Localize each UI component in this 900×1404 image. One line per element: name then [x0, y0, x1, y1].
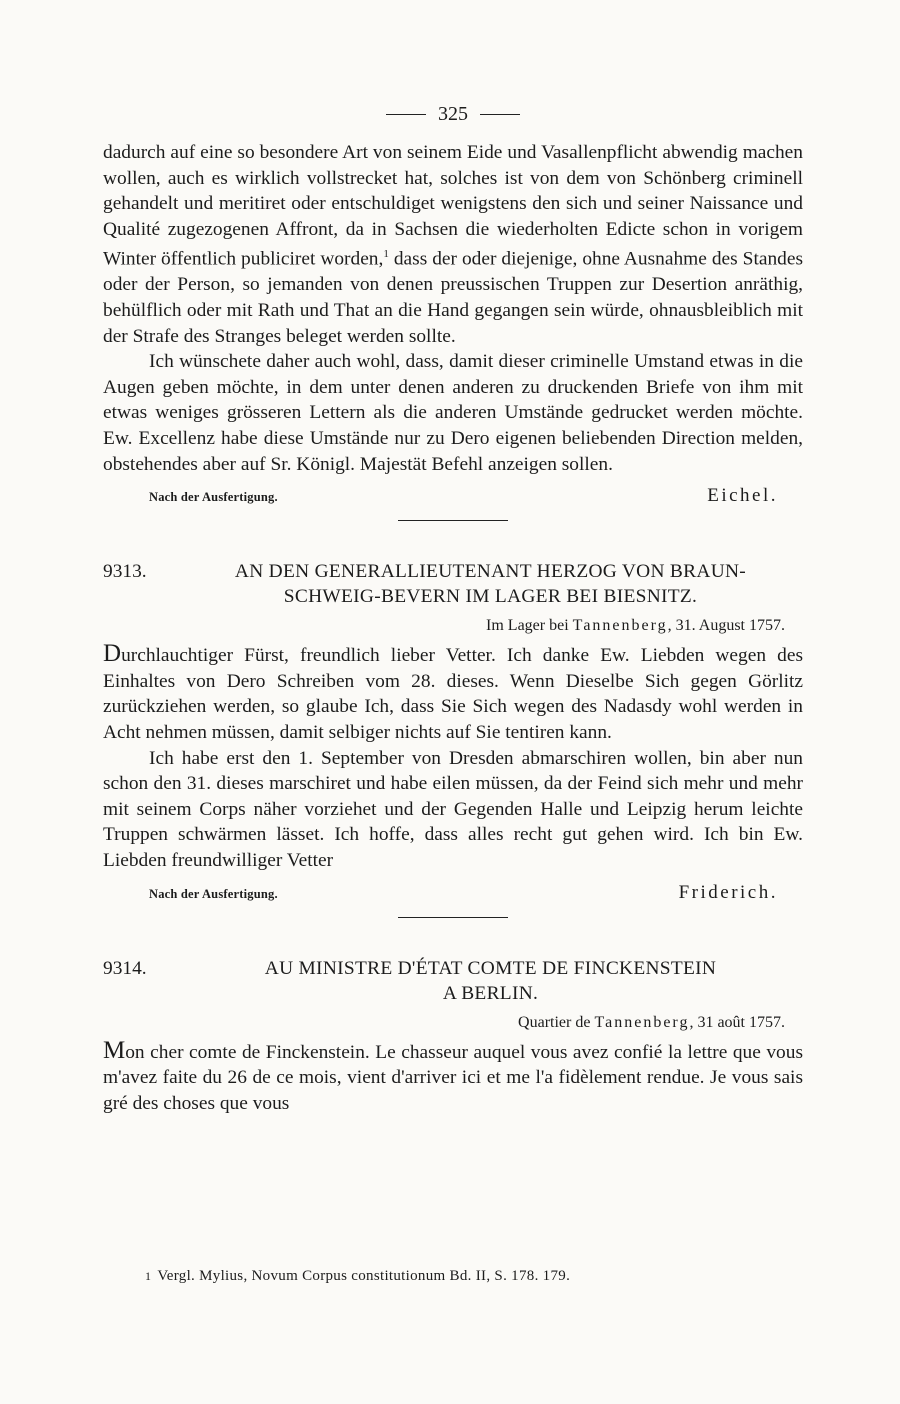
title-line: SCHWEIG-BEVERN IM LAGER BEI BIESNITZ.	[283, 586, 698, 608]
footnote-text: Vergl. Mylius, Novum Corpus constitutionum Bd. II, S. 178. 179.	[157, 1268, 571, 1284]
page-number: 325	[438, 102, 468, 125]
document-title	[178, 559, 803, 609]
letter-paragraph-1	[103, 1038, 803, 1117]
continuation-paragraph-2: Ich wünschete daher auch wohl, dass, damit dieser criminelle Umstand etwas in die Augen geben möchte, in dem unter denen anderen zu druckenden Briefe von ihm mit etwas weniges grösseren Lettern als die anderen Umstände gedrucket werden möchte. Ew. Excellenz habe diese Umstände nur zu Dero eigenen beliebenden Direction melden, obstehendes aber auf Sr. Königl. Majestät Befehl anzeigen sollen.	[103, 351, 803, 475]
initial-letter: D	[103, 640, 122, 668]
page-header	[103, 98, 803, 130]
dateline-date: , 31. August 1757.	[667, 617, 785, 635]
dateline-prefix: Quartier de	[518, 1013, 595, 1031]
header-dash-left	[386, 114, 426, 115]
paragraph-text: dadurch auf eine so besondere Art von seinem Eide und Vasallenpflicht abwendig machen wollen, auch es wirklich vollstrecket hat, solches ist von dem von Schönberg criminell gehandelt und meritiret oder entschuldiget wenigstens den sich und seiner Naissance und Qualité zugezogenen Affront, da in Sachsen die wiederholten Edicte schon in vorigem Winter öffentlich publiciret worden,	[103, 142, 803, 270]
dateline-prefix: Im Lager bei	[486, 617, 573, 635]
title-line: AU MINISTRE D'ÉTAT COMTE DE FINCKENSTEIN	[264, 957, 717, 979]
title-line: A BERLIN.	[442, 982, 539, 1004]
dateline	[103, 617, 785, 635]
header-dash-right	[480, 114, 520, 115]
signature-row	[103, 485, 803, 507]
section-divider	[398, 917, 508, 918]
signature-row	[103, 882, 803, 904]
document-heading-9314	[103, 956, 803, 1006]
signature: Friderich.	[678, 881, 778, 903]
paragraph-text: urchlauchtiger Fürst, freundlich lieber Vetter. Ich danke Ew. Liebden wegen des Einhaltes von Dero Schreiben vom 28. dieses. Wenn Dieselbe Sich gegen Görlitz zurückziehen werden, so glaube Ich, dass Sie Sich wegen des Nadasdy wohl werden in Acht nehmen müssen, damit selbiger nichts auf Sie tentiren kann.	[103, 645, 803, 743]
footnote-mark: 1	[145, 1269, 152, 1283]
footnote	[145, 1268, 570, 1285]
continuation-paragraph-1	[103, 140, 803, 349]
document-number: 9313.	[103, 561, 147, 583]
document-heading-9313	[103, 559, 803, 609]
initial-letter: M	[103, 1036, 126, 1064]
letter-paragraph-1	[103, 641, 803, 745]
dateline-date: , 31 août 1757.	[689, 1013, 785, 1031]
signature: Eichel.	[707, 485, 778, 507]
source-note: Nach der Ausfertigung.	[149, 886, 278, 901]
section-divider	[398, 520, 508, 521]
document-number: 9314.	[103, 957, 147, 979]
paragraph-text: on cher comte de Finckenstein. Le chasseur auquel vous avez confié la lettre que vous m'avez faite du 26 de ce mois, vient d'arriver ici et me l'a fidèlement rendue. Je vous sais gré des choses que vous	[103, 1041, 803, 1114]
paragraph-text: dass der oder diejenige, ohne Ausnahme des Standes oder der Person, so jemanden von denen preussischen Truppen zur Desertion anräthig, behülflich oder mit Rath und That an die Hand gegangen sein würde, ohnausbleiblich mit der Strafe des Stranges beleget werden sollte.	[103, 248, 803, 347]
dateline-place: Tannenberg	[594, 1013, 690, 1031]
footnote-reference: 1	[383, 248, 389, 261]
dateline	[103, 1014, 785, 1032]
letter-paragraph-2: Ich habe erst den 1. September von Dresden abmarschiren wollen, bin aber nun schon den 31. dieses marschiret und habe eilen müssen, da der Feind sich mehr und mehr mit seinem Corps näher vorziehet und der Gegenden Halle und Leipzig herum leichte Truppen schwärmen lässet. Ich hoffe, dass alles recht gut gehen wird. Ich bin Ew. Liebden freundwilliger Vetter	[103, 747, 803, 871]
title-line: AN DEN GENERALLIEUTENANT HERZOG VON BRAUN-	[234, 561, 747, 583]
document-title	[178, 956, 803, 1006]
source-note: Nach der Ausfertigung.	[149, 490, 278, 505]
dateline-place: Tannenberg	[572, 617, 668, 635]
document-page	[103, 98, 803, 1116]
